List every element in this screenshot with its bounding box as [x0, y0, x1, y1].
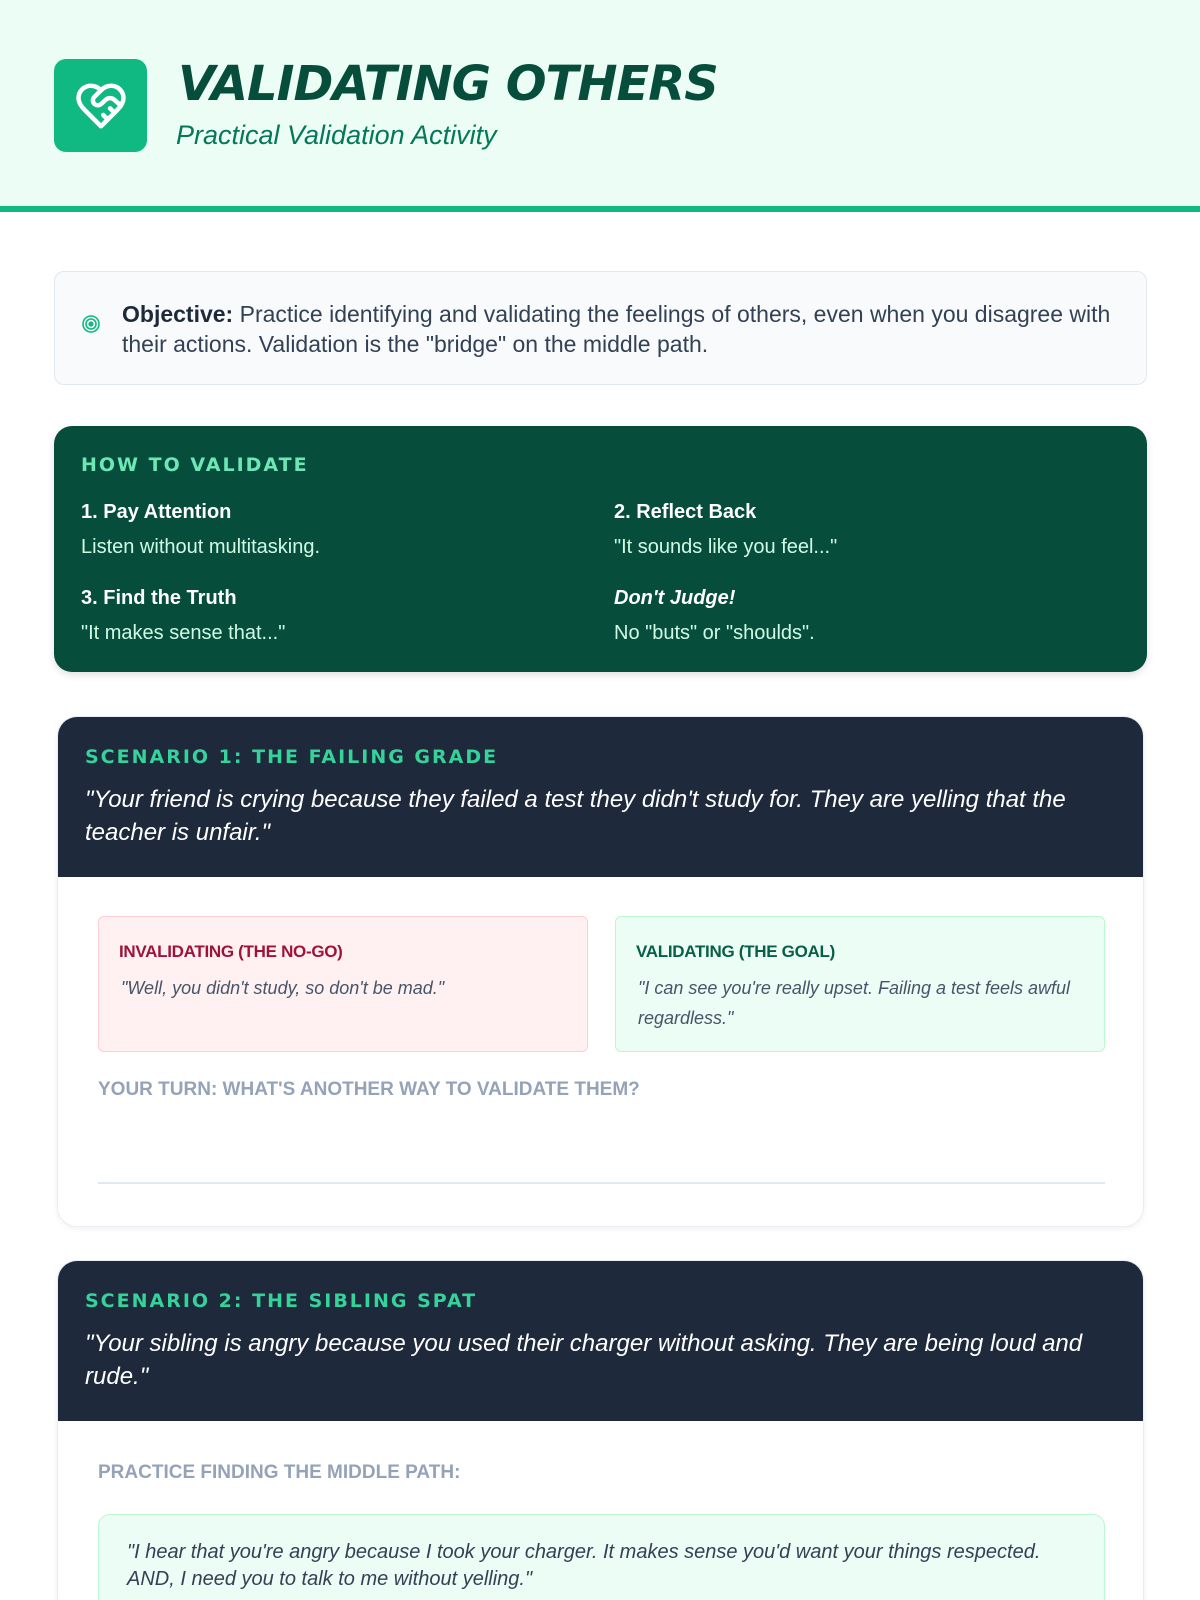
step-title: 2. Reflect Back [614, 501, 757, 523]
page-header [0, 0, 1200, 212]
scenario-1-card [57, 716, 1144, 1227]
scenario-header [58, 1261, 1143, 1421]
step-desc: Listen without multitasking. [81, 536, 321, 558]
invalidating-quote: "Well, you didn't study, so don't be mad." [121, 978, 445, 998]
your-turn-label: YOUR TURN: WHAT'S ANOTHER WAY TO VALIDATE THEM? [98, 1079, 640, 1100]
invalidating-title: INVALIDATING (THE NO-GO) [119, 942, 343, 961]
step-desc: "It makes sense that..." [81, 622, 286, 644]
step-reflect-back [614, 501, 1114, 559]
logo [54, 59, 147, 152]
objective-text [122, 299, 1122, 359]
objective-body: Practice identifying and validating the feelings of others, even when you disagree with their actions. Validation is the "bridge" on the middle path. [122, 301, 1111, 357]
step-pay-attention [81, 501, 581, 559]
scenario-prompt: "Your friend is crying because they failed a test they didn't study for. They are yelling that the teacher is unfair." [85, 786, 1066, 846]
step-title: 3. Find the Truth [81, 587, 237, 609]
validating-example [615, 916, 1105, 1052]
objective-box [54, 271, 1147, 385]
heart-handshake-icon [74, 79, 128, 133]
target-icon [81, 314, 101, 334]
step-dont-judge [614, 587, 1114, 645]
validating-title: VALIDATING (THE GOAL) [636, 942, 835, 961]
answer-line[interactable] [98, 1182, 1105, 1184]
step-desc: No "buts" or "shoulds". [614, 622, 815, 644]
middle-path-example [98, 1514, 1105, 1600]
how-to-validate-panel [54, 426, 1147, 672]
scenario-header [58, 717, 1143, 877]
scenario-prompt: "Your sibling is angry because you used their charger without asking. They are being loud and rude." [85, 1330, 1083, 1390]
step-find-the-truth [81, 587, 581, 645]
scenario-2-card [57, 1260, 1144, 1600]
middle-path-quote: "I hear that you're angry because I took your charger. It makes sense you'd want your things respected. AND, I need you to talk to me without yelling." [127, 1541, 1041, 1590]
step-desc: "It sounds like you feel..." [614, 536, 838, 558]
validating-quote: "I can see you're really upset. Failing a test feels awful regardless." [638, 978, 1071, 1028]
practice-label: PRACTICE FINDING THE MIDDLE PATH: [98, 1462, 461, 1483]
step-title: 1. Pay Attention [81, 501, 232, 523]
scenario-title: SCENARIO 2: THE SIBLING SPAT [85, 1290, 478, 1312]
invalidating-example [98, 916, 588, 1052]
scenario-title: SCENARIO 1: THE FAILING GRADE [85, 746, 499, 768]
page-title: VALIDATING OTHERS [178, 56, 718, 112]
step-title: Don't Judge! [614, 587, 736, 609]
how-to-title: HOW TO VALIDATE [81, 454, 309, 476]
objective-label: Objective: [122, 301, 234, 327]
page-subtitle: Practical Validation Activity [176, 120, 497, 150]
